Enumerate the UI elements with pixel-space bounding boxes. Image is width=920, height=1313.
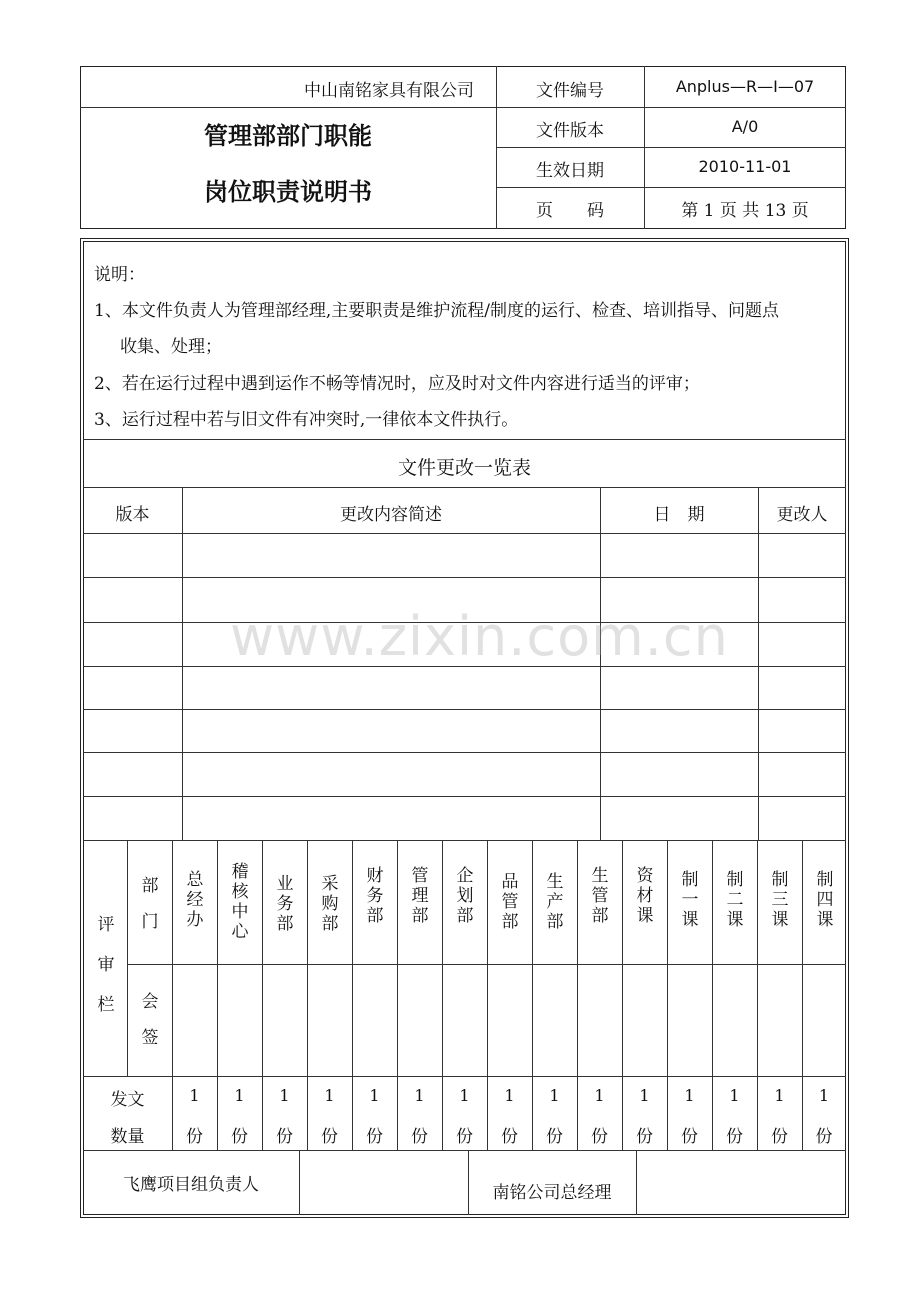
copies-count: 1 bbox=[234, 1086, 245, 1105]
field-label-version: 文件版本 bbox=[536, 121, 604, 141]
notes-item-3: 3、运行过程中若与旧文件有冲突时,一律依本文件执行。 bbox=[94, 410, 519, 430]
dept-zhisike: 制四课 bbox=[816, 870, 834, 930]
col-header-change-summary: 更改内容简述 bbox=[340, 505, 442, 525]
change-table-title: 文件更改一览表 bbox=[397, 457, 531, 479]
copies-label-line1: 发文 bbox=[110, 1090, 145, 1110]
copies-unit: 份 bbox=[726, 1127, 743, 1147]
notes-item-1: 1、本文件负责人为管理部经理,主要职责是维护流程/制度的运行、检查、培训指导、问题点 bbox=[94, 301, 779, 321]
copies-unit: 份 bbox=[591, 1127, 608, 1147]
dept-caigoubu: 采购部 bbox=[321, 874, 339, 934]
company-name: 中山南铭家具有限公司 bbox=[304, 81, 474, 101]
dept-zhiyike: 制一课 bbox=[681, 870, 699, 930]
copies-label-line2: 数量 bbox=[110, 1127, 145, 1147]
field-value-doc-no: Anplus—R—I—07 bbox=[675, 77, 815, 96]
review-sign-label: 会签 bbox=[141, 992, 159, 1048]
dept-pinguanbu: 品管部 bbox=[501, 872, 519, 932]
field-label-doc-no: 文件编号 bbox=[536, 81, 604, 101]
notes-item-2: 2、若在运行过程中遇到运作不畅等情况时，应及时对文件内容进行适当的评审； bbox=[94, 374, 700, 394]
col-header-version: 版本 bbox=[115, 505, 150, 525]
dept-shengguanbu: 生管部 bbox=[591, 866, 609, 926]
copies-count: 1 bbox=[774, 1086, 785, 1105]
copies-count: 1 bbox=[639, 1086, 650, 1105]
dept-caiwubu: 财务部 bbox=[366, 866, 384, 926]
signature-label-general-manager: 南铭公司总经理 bbox=[492, 1183, 612, 1203]
dept-qihuabu: 企划部 bbox=[456, 866, 474, 926]
dept-zhisanke: 制三课 bbox=[771, 870, 789, 930]
copies-count: 1 bbox=[729, 1086, 740, 1105]
copies-count: 1 bbox=[414, 1086, 425, 1105]
doc-title-line1: 管理部部门职能 bbox=[204, 121, 372, 150]
copies-count: 1 bbox=[504, 1086, 515, 1105]
doc-title-line2: 岗位职责说明书 bbox=[204, 177, 372, 206]
copies-count: 1 bbox=[459, 1086, 470, 1105]
copies-unit: 份 bbox=[456, 1127, 473, 1147]
dept-jihezhongxin: 稽核中心 bbox=[231, 862, 249, 942]
copies-count: 1 bbox=[684, 1086, 695, 1105]
copies-unit: 份 bbox=[321, 1127, 338, 1147]
copies-unit: 份 bbox=[681, 1127, 698, 1147]
dept-zicaike: 资材课 bbox=[636, 866, 654, 926]
copies-unit: 份 bbox=[546, 1127, 563, 1147]
col-header-changed-by: 更改人 bbox=[776, 505, 828, 525]
col-header-date: 日 期 bbox=[653, 505, 705, 525]
dept-shengchanbu: 生产部 bbox=[546, 872, 564, 932]
dept-yewubu: 业务部 bbox=[276, 874, 294, 934]
signature-label-project-lead: 飞鹰项目组负责人 bbox=[123, 1175, 259, 1195]
watermark: www.zixin.com.cn bbox=[230, 605, 729, 668]
copies-count: 1 bbox=[818, 1086, 830, 1105]
table-row bbox=[83, 577, 846, 578]
field-value-version: A/0 bbox=[731, 117, 759, 136]
table-row bbox=[83, 796, 846, 797]
copies-unit: 份 bbox=[276, 1127, 293, 1147]
signature-field-project-lead[interactable] bbox=[300, 1152, 467, 1214]
copies-unit: 份 bbox=[186, 1127, 203, 1147]
copies-count: 1 bbox=[369, 1086, 380, 1105]
copies-unit: 份 bbox=[815, 1127, 833, 1147]
dept-zhierke: 制二课 bbox=[726, 870, 744, 930]
notes-heading: 说明： bbox=[94, 265, 145, 285]
notes-item-1-cont: 收集、处理； bbox=[120, 337, 222, 357]
dept-zongjingban: 总经办 bbox=[186, 870, 204, 930]
review-side-label: 评审栏 bbox=[97, 915, 115, 1015]
field-value-effective-date: 2010-11-01 bbox=[698, 157, 792, 176]
table-row bbox=[83, 709, 846, 710]
copies-unit: 份 bbox=[411, 1127, 428, 1147]
copies-unit: 份 bbox=[636, 1127, 653, 1147]
copies-count: 1 bbox=[189, 1086, 200, 1105]
copies-count: 1 bbox=[279, 1086, 290, 1105]
copies-unit: 份 bbox=[366, 1127, 383, 1147]
copies-count: 1 bbox=[549, 1086, 560, 1105]
field-label-effective-date: 生效日期 bbox=[536, 161, 604, 181]
copies-unit: 份 bbox=[501, 1127, 518, 1147]
copies-count: 1 bbox=[324, 1086, 335, 1105]
dept-guanlibu: 管理部 bbox=[411, 866, 429, 926]
review-dept-label: 部门 bbox=[141, 876, 159, 932]
signature-field-general-manager[interactable] bbox=[637, 1152, 845, 1214]
field-label-page: 页 码 bbox=[536, 201, 604, 221]
copies-unit: 份 bbox=[231, 1127, 248, 1147]
copies-count: 1 bbox=[594, 1086, 605, 1105]
field-value-page: 第 1 页 共 13 页 bbox=[681, 201, 809, 221]
copies-unit: 份 bbox=[771, 1127, 788, 1147]
table-row bbox=[83, 752, 846, 753]
